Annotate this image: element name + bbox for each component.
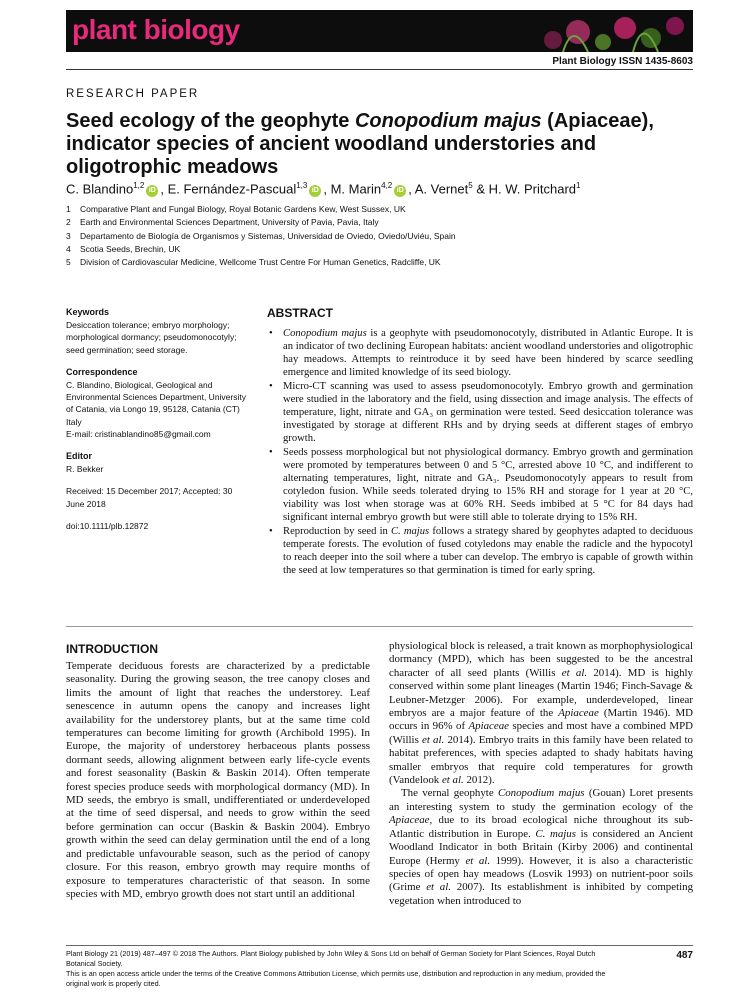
author-name: C. Blandino (66, 181, 134, 197)
affiliation-text: Division of Cardiovascular Medicine, Wellcome Trust Centre For Human Genetics, Radcliffe, UK (80, 257, 441, 268)
correspondence-block (66, 366, 251, 440)
affiliation-number: 5 (66, 257, 71, 268)
banner-decoration-image (533, 10, 693, 52)
journal-banner (66, 10, 693, 52)
intro-paragraph: The vernal geophyte Conopodium majus (Gouan) Loret presents an interesting system to study the germination ecology of the Apiaceae, due to its broad ecological niche throughout its sub-Atlantic distribution in Europe. C. majus is considered an Ancient Woodland Indicator in both Britain (Kirby 2006) and continental Europe (Hermy et al. 1999). However, it is also a characteristic species of open hay meadows (Losvik 1993) on nutrient-poor soils (Grime et al. 2007). Its establishment is inhibited by competing vegetation when introduced to (389, 787, 694, 907)
abstract-heading: ABSTRACT (267, 306, 333, 320)
page-number: 487 (676, 950, 693, 961)
editor-heading: Editor (66, 451, 92, 462)
affiliation-text: Earth and Environmental Sciences Department, University of Pavia, Pavia, Italy (80, 217, 379, 228)
footer-citation: Plant Biology 21 (2019) 487–497 © 2018 The Authors. Plant Biology published by John Wiley & Sons Ltd on behalf of German Society for Plant Sciences, Royal Dutch Botanical Society. (66, 949, 596, 968)
affiliation-item (66, 256, 456, 269)
intro-paragraph: Temperate deciduous forests are characterized by a predictable seasonality. During the growing season, the tree canopy closes and limits the amount of light that reaches the understorey. Leaf senescence in autumn opens the canopy and increases light availability for the understorey plants, but at the same time cold temperatures can become limiting for growth (Archibold 1995). In Europe, the majority of understorey herbaceous plants possess dormant seeds, allowing alignment between early life-cycle events and forest seasonality (Baskin & Baskin 2014). Often temperate forest species produce seeds with morphological dormancy (MD). In MD seeds, the embryo is small, undifferentiated or underdeveloped at the time of seed dispersal, and needs to grow within the seed before germination can occur (Baskin & Baskin 2004). Embryo growth within the seed can delay germination until the end of a long and predictable unfavourable season, such as the period of canopy closure. For this reason, embryo growth may require months of exposure to temperatures characteristic of that season. In some species with MD, embryo growth does not start until an additional (66, 660, 370, 900)
title-text-end: (Apiaceae), indicator species of ancient woodland understories and oligotrophic meadows (66, 110, 654, 178)
orcid-icon[interactable]: iD (394, 185, 406, 197)
affiliation-number: 3 (66, 230, 71, 241)
correspondence-heading: Correspondence (66, 366, 138, 377)
affiliation-list (66, 203, 456, 269)
footer-license: This is an open access article under the terms of the Creative Commons Attribution License, which permits use, distribution and reproduction in any medium, provided the original work is properly cited. (66, 969, 606, 988)
editor-name: R. Bekker (66, 464, 104, 475)
body-column-right (389, 640, 693, 908)
author-affiliation-marker: 4,2 (381, 181, 393, 190)
paper-type: RESEARCH PAPER (66, 88, 200, 100)
affiliation-text: Departamento de Biología de Organismos y Sistemas, Universidad de Oviedo, Oviedo/Uviéu, Spain (80, 230, 456, 241)
correspondence-address: C. Blandino, Biological, Geological and Environmental Sciences Department, University of Catania, via Longo 19, 95128, Catania (CT) Italy (66, 380, 246, 427)
abstract-divider (66, 626, 693, 627)
intro-paragraph: physiological block is released, a trait known as morphophysiological dormancy (MPD), which has been suggested to be the ancestral character of all seed plants (Willis et al. 2014). MD is highly conserved within some plant lineages (Martin 1946; Finch-Savage & Leubner-Metzger 2006). For example, underdeveloped, linear embryos are a major feature of the Apiaceae (Martin 1946). MD occurs in 96% of Apiaceae species and most have a combined MPD (Willis et al. 2014). Embryo traits in this family have been related to habitat preferences, with species adapted to shady habitats having smaller embryos that require cold temperatures for growth (Vandelook et al. 2012). (389, 640, 693, 787)
abstract-section (267, 306, 693, 578)
article-info-sidebar (66, 306, 251, 542)
header-divider (66, 69, 693, 70)
doi-link[interactable]: doi:10.1111/plb.12872 (66, 520, 149, 531)
correspondence-email[interactable]: E-mail: cristinablandino85@gmail.com (66, 428, 211, 439)
author-affiliation-marker: 1,2 (133, 181, 145, 190)
abstract-bullet: • Micro-CT scanning was used to assess pseudomonocotyly. Embryo growth and germination were studied in the laboratory and the field, using dissection and image analysis. The effects of temperature, light, nitrate and GA₃ on germination were tested. Seed desiccation tolerance was investigated by storage at different RHs and by drying seeds at different stages of embryo growth. (267, 380, 693, 445)
affiliation-number: 4 (66, 243, 71, 254)
editor-block (66, 450, 251, 475)
author-name: A. Vernet (414, 181, 469, 197)
orcid-icon[interactable]: iD (146, 185, 158, 197)
abstract-bullet-list (267, 327, 693, 577)
paper-title (66, 110, 686, 179)
author-affiliation-marker: 1,3 (296, 181, 308, 190)
page-footer (66, 949, 626, 989)
keywords-text: Desiccation tolerance; embryo morphology; morphological dormancy; pseudomonocotyly; seed germination; seed storage. (66, 320, 237, 355)
author-name: H. W. Pritchard (488, 181, 577, 197)
affiliation-item (66, 230, 456, 243)
author-affiliation-marker: 1 (576, 181, 581, 190)
orcid-icon[interactable]: iD (309, 185, 321, 197)
keywords-heading: Keywords (66, 307, 110, 317)
introduction-heading: INTRODUCTION (66, 642, 158, 656)
author-name: M. Marin (330, 181, 382, 197)
affiliation-text: Comparative Plant and Fungal Biology, Royal Botanic Gardens Kew, West Sussex, UK (80, 204, 406, 214)
affiliation-item (66, 243, 456, 256)
affiliation-text: Scotia Seeds, Brechin, UK (80, 243, 181, 254)
title-species-name: Conopodium majus (354, 110, 542, 132)
issn-line: Plant Biology ISSN 1435-8603 (552, 56, 693, 67)
affiliation-item (66, 203, 456, 216)
affiliation-number: 1 (66, 204, 71, 214)
affiliation-item (66, 216, 456, 229)
received-dates: Received: 15 December 2017; Accepted: 30 June 2018 (66, 486, 233, 509)
abstract-bullet: • Reproduction by seed in C. majus follows a strategy shared by geophytes adapted to deciduous temperate forests. The evolution of fused cotyledons may enable the radicle and the hypocotyl to reach deeper into the soil where a tuber can develop. The embryo is capable of growth within the seed at low temperatures so that germination is timed for early spring. (267, 525, 693, 577)
author-affiliation-marker: 5 (468, 181, 473, 190)
affiliation-number: 2 (66, 217, 71, 228)
title-text-start: Seed ecology of the geophyte (66, 110, 355, 132)
abstract-bullet: • Conopodium majus is a geophyte with pseudomonocotyly, distributed in Atlantic Europe. It is an indicator of two declining European habitats: ancient woodland understories and oligotrophic hay meadows. Attempts to reintroduce it by seed have been hindered by scarce seedling emergence and limited knowledge of its seed biology. (267, 327, 693, 379)
body-column-left (66, 660, 370, 901)
author-list: C. Blandino$^{1,2}$iD , E. Fernández-Pascual$^{1,3}$iD , M. Marin$^{4,2}$iD , A. Vernet$^5$ & H. W. Pritchard$^1$ (66, 181, 581, 197)
footer-divider (66, 945, 693, 946)
journal-banner-title: plant biology (72, 14, 240, 45)
author-name: E. Fernández-Pascual (167, 181, 297, 197)
abstract-bullet: • Seeds possess morphological but not physiological dormancy. Embryo growth and germination were promoted by temperatures between 0 and 5 °C, arrested above 10 °C, and indifferent to alternating temperatures, light, nitrate and GA₃. Pseudomonocotyly appears to result from cotyledon fusion. While seeds tolerated drying to 15% RH and storage for 1 year at 20 °C, viability was lost when storage was at 60% RH. Seeds imbibed at 5 °C for 84 days had significant internal embryo growth but were still able to tolerate drying to 15% RH. (267, 446, 693, 524)
keywords-block (66, 306, 251, 356)
